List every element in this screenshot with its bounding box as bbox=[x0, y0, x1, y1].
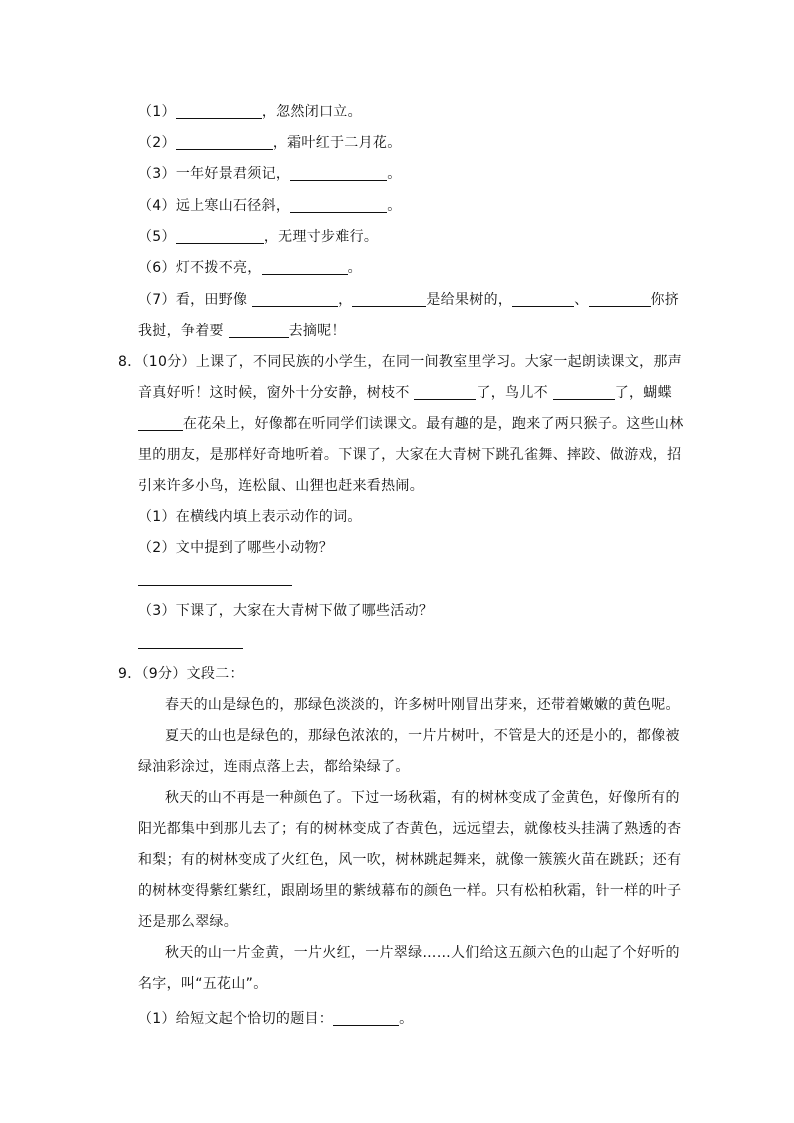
answer-blank[interactable] bbox=[333, 1010, 399, 1026]
q7-item-3 bbox=[138, 164, 402, 184]
answer-line[interactable] bbox=[138, 648, 243, 649]
answer-blank[interactable] bbox=[589, 291, 651, 307]
q9-sub-text: （1）给短文起个恰切的题目： bbox=[138, 1011, 334, 1027]
q8-text: 了，鸟儿不 bbox=[476, 385, 553, 401]
q8-line-4: 里的朋友，是那样好奇地听着。下课了，大家在大青树下跳孔雀舞、摔跤、做游戏，招 bbox=[138, 447, 682, 463]
q9-para-2: 夏天的山也是绿色的，那绿色浓浓的，一片片树叶，不管是大的还是小的，都像被 bbox=[165, 728, 680, 744]
q9-para-4-cont: 名字，叫“五花山”。 bbox=[138, 976, 268, 992]
item-text: ，忽然闭口立。 bbox=[261, 104, 362, 120]
answer-blank[interactable] bbox=[290, 165, 387, 181]
q8-sub-3: （3）下课了，大家在大青树下做了哪些活动？ bbox=[138, 603, 434, 619]
q8-text: 了，蝴蝶 bbox=[614, 385, 672, 401]
answer-blank[interactable] bbox=[553, 384, 615, 400]
item-number: （5） bbox=[138, 229, 176, 245]
item-text-end: 。 bbox=[347, 260, 362, 276]
q8-line-5: 引来许多小鸟，连松鼠、山狸也赶来看热闹。 bbox=[138, 478, 424, 494]
q7-item-7 bbox=[138, 290, 679, 310]
answer-blank[interactable] bbox=[176, 134, 273, 150]
item-number: （3） bbox=[138, 166, 176, 182]
answer-blank[interactable] bbox=[252, 291, 338, 307]
item-text: 灯不拨不亮， bbox=[175, 260, 262, 276]
q7-item-2 bbox=[138, 133, 402, 153]
q9-para-3-cont-4: 还是那么翠绿。 bbox=[138, 914, 239, 930]
q9-para-3-cont-1: 阳光都集中到那儿去了；有的树林变成了杏黄色，远远望去，就像枝头挂满了熟透的杏 bbox=[138, 821, 682, 837]
q8-text: 在花朵上，好像都在听同学们读课文。最有趣的是，跑来了两只猴子。这些山林 bbox=[183, 416, 684, 432]
item-text: 、 bbox=[574, 292, 589, 308]
item-text: 我挝，争着要 bbox=[138, 323, 229, 339]
q9-para-3-cont-3: 的树林变得紫红紫红，跟剧场里的紫绒幕布的颜色一样。只有松柏秋霜，针一样的叶子 bbox=[138, 883, 682, 899]
item-text: 看，田野像 bbox=[175, 292, 253, 308]
q9-para-3: 秋天的山不再是一种颜色了。下过一场秋霜，有的树林变成了金黄色，好像所有的 bbox=[165, 790, 680, 806]
q7-item-5 bbox=[138, 227, 378, 247]
answer-blank[interactable] bbox=[512, 291, 574, 307]
q9-para-1: 春天的山是绿色的，那绿色淡淡的，许多树叶刚冒出芽来，还带着嫩嫩的黄色呢。 bbox=[165, 697, 680, 713]
item-number: （2） bbox=[138, 135, 176, 151]
item-text-end: 。 bbox=[387, 166, 402, 182]
q9-para-4: 秋天的山一片金黄，一片火红，一片翠绿……人们给这五颜六色的山起了个好听的 bbox=[165, 945, 680, 961]
answer-blank[interactable] bbox=[229, 322, 289, 338]
q9-sub-1 bbox=[138, 1009, 413, 1029]
item-text: 一年好景君须记， bbox=[175, 166, 291, 182]
q7-item-1 bbox=[138, 102, 362, 122]
q8-line-3 bbox=[138, 414, 684, 434]
item-text: ，无理寸步难行。 bbox=[263, 229, 379, 245]
q9-lead: 9．（9分）文段二： bbox=[118, 666, 244, 682]
item-text: ， bbox=[338, 292, 353, 308]
q9-sub-text-end: 。 bbox=[399, 1011, 414, 1027]
answer-blank[interactable] bbox=[290, 197, 387, 213]
answer-blank[interactable] bbox=[138, 415, 183, 431]
item-number: （4） bbox=[138, 198, 176, 214]
item-number: （6） bbox=[138, 260, 176, 276]
q8-text: 音真好听！这时候，窗外十分安静，树枝不 bbox=[138, 385, 415, 401]
q8-lead: 8．（10分）上课了，不同民族的小学生，在同一间教室里学习。大家一起朗读课文，那声 bbox=[118, 354, 683, 370]
item-number: （1） bbox=[138, 104, 176, 120]
q7-item-4 bbox=[138, 196, 402, 216]
answer-blank[interactable] bbox=[262, 259, 348, 275]
answer-line[interactable] bbox=[138, 585, 292, 586]
q8-line-2 bbox=[138, 383, 672, 403]
item-text: ，霜叶红于二月花。 bbox=[272, 135, 402, 151]
item-text: 你挤 bbox=[650, 292, 680, 308]
answer-blank[interactable] bbox=[176, 228, 264, 244]
item-text: 远上寒山石径斜， bbox=[175, 198, 291, 214]
item-text: 去摘呢！ bbox=[288, 323, 346, 339]
q9-para-2-cont: 绿油彩涂过，连雨点落上去，都给染绿了。 bbox=[138, 759, 410, 775]
q7-item-7-cont bbox=[138, 321, 346, 341]
q9-para-3-cont-2: 和梨；有的树林变成了火红色，风一吹，树林跳起舞来，就像一簇簇火苗在跳跃；还有 bbox=[138, 852, 682, 868]
answer-blank[interactable] bbox=[176, 103, 262, 119]
answer-blank[interactable] bbox=[352, 291, 426, 307]
item-text-end: 。 bbox=[387, 198, 402, 214]
q8-sub-2: （2）文中提到了哪些小动物？ bbox=[138, 540, 334, 556]
answer-blank[interactable] bbox=[414, 384, 476, 400]
item-number: （7） bbox=[138, 292, 176, 308]
q8-sub-1: （1）在横线内填上表示动作的词。 bbox=[138, 509, 362, 525]
q7-item-6 bbox=[138, 258, 362, 278]
item-text: 是给果树的， bbox=[426, 292, 513, 308]
